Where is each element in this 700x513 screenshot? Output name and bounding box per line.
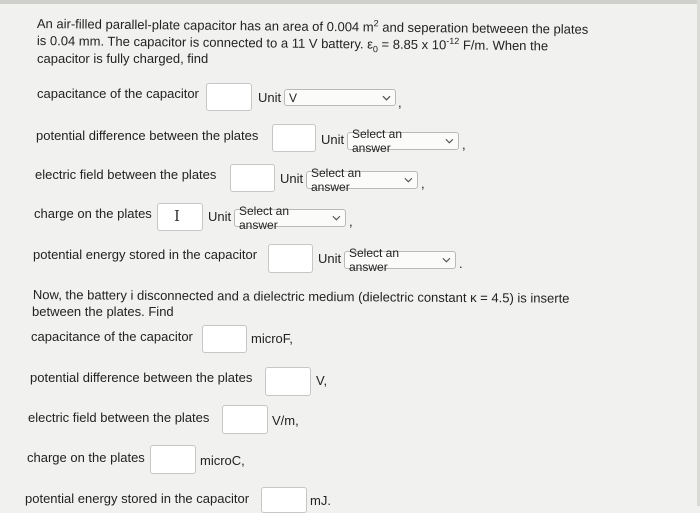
trailing-comma: , [421, 176, 425, 191]
problem-line-3: capacitor is fully charged, find [37, 51, 209, 66]
unit-text: microF, [251, 331, 293, 346]
unit-select-potential-difference[interactable]: Select an answer [347, 132, 459, 150]
chevron-down-icon [442, 257, 451, 263]
unit-select-charge[interactable]: Select an answer [234, 209, 346, 227]
unit-text: mJ. [310, 493, 331, 508]
unit-text: microC, [200, 453, 245, 468]
question-label-capacitance-dielectric: capacitance of the capacitor [31, 329, 193, 344]
unit-label: Unit [208, 209, 232, 224]
answer-input-capacitance[interactable] [206, 83, 252, 111]
question-label-electric-field-dielectric: electric field between the plates [28, 410, 210, 425]
answer-input-potential-difference[interactable] [272, 124, 316, 152]
answer-input-electric-field[interactable] [230, 164, 275, 192]
question-label-potential-energy-dielectric: potential energy stored in the capacitor [25, 491, 250, 506]
question-label-potential-difference-dielectric: potential difference between the plates [30, 370, 253, 385]
unit-label: Unit [321, 132, 345, 147]
unit-text: V, [316, 373, 328, 388]
unit-select-capacitance[interactable]: V [284, 89, 396, 106]
question-label-charge-dielectric: charge on the plates [27, 450, 145, 465]
text-cursor-icon: I [174, 207, 180, 225]
answer-input-potential-difference-dielectric[interactable] [265, 367, 311, 396]
unit-label: Unit [318, 251, 342, 266]
answer-input-capacitance-dielectric[interactable] [202, 325, 247, 353]
answer-input-charge-dielectric[interactable] [150, 445, 196, 474]
top-border [0, 0, 700, 4]
problem-line-2: is 0.04 mm. The capacitor is connected to a 11 V battery. $\varepsilon_0 = 8.85$ x $10^{-12}$ F/m. When the [36, 33, 549, 55]
unit-select-potential-energy[interactable]: Select an answer [344, 251, 456, 269]
trailing-comma: , [349, 214, 353, 229]
trailing-period: . [459, 256, 463, 271]
unit-label: Unit [280, 171, 304, 186]
chevron-down-icon [332, 215, 341, 221]
unit-select-electric-field[interactable]: Select an answer [306, 171, 418, 189]
part2-intro-line-2: between the plates. Find [32, 304, 174, 319]
part2-intro-line-1: Now, the battery i disconnected and a dielectric medium (dielectric constant κ = 4.5) is inserte [32, 287, 570, 306]
question-label-potential-difference: potential difference between the plates [36, 128, 259, 143]
trailing-comma: , [398, 95, 402, 110]
question-label-electric-field: electric field between the plates [35, 167, 217, 182]
answer-input-electric-field-dielectric[interactable] [222, 405, 268, 434]
unit-label: Unit [258, 90, 282, 105]
problem-line-1: An air-filled parallel-plate capacitor has an area of 0.004 $m^2$ and seperation betweeen the plates [36, 16, 589, 37]
chevron-down-icon [404, 177, 413, 183]
answer-input-charge[interactable] [157, 203, 203, 231]
question-label-potential-energy: potential energy stored in the capacitor [33, 247, 258, 262]
trailing-comma: , [462, 137, 466, 152]
question-label-charge: charge on the plates [34, 206, 152, 221]
unit-text: V/m, [272, 413, 299, 428]
chevron-down-icon [445, 138, 454, 144]
chevron-down-icon [382, 95, 391, 101]
answer-input-potential-energy[interactable] [268, 244, 313, 273]
answer-input-potential-energy-dielectric[interactable] [261, 487, 307, 513]
question-label-capacitance: capacitance of the capacitor [37, 86, 199, 101]
